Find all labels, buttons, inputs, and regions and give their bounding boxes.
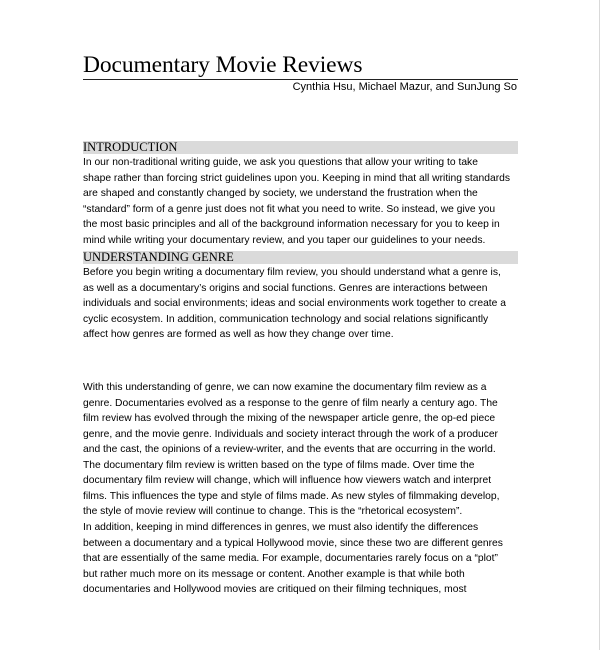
- text-line: individuals and social environments; ideas and social environments work together to create a: [83, 298, 506, 309]
- text-line: but rather much more on its message or content. Another example is that while both: [83, 568, 465, 580]
- document-title: Documentary Movie Reviews: [83, 52, 363, 78]
- text-line: Before you begin writing a documentary film review, you should understand what a genre is,: [83, 267, 501, 278]
- text-line: genre, and the movie genre. Individuals and society interact through the work of a producer: [83, 428, 498, 440]
- text-line: the style of movie review will continue to change. This is the “rhetorical ecosystem”.: [83, 506, 463, 517]
- text-line: affect how genres are formed as well as how they change over time.: [83, 329, 394, 340]
- paragraph-introduction-1: [83, 155, 519, 248]
- text-line: In our non-traditional writing guide, we ask you questions that allow your writing to take: [83, 157, 478, 168]
- text-line: films. This influences the type and style of films made. As new styles of filmmaking develop,: [83, 490, 500, 502]
- text-line: cyclic ecosystem. In addition, communication technology and social relations significantly: [83, 313, 489, 325]
- paragraph-genre-1: [83, 265, 519, 343]
- text-line: “standard” form of a genre just does not fit what you need to write. So instead, we give you: [83, 203, 496, 215]
- text-line: film review has evolved through the mixing of the newspaper article genre, the op-ed piece: [83, 413, 496, 424]
- text-line: documentaries and Hollywood movies are critiqued on their filming techniques, most: [83, 584, 467, 595]
- text-line: documentary film review will change, which will influence how viewers watch and interpret: [83, 475, 492, 486]
- text-line: as well as a documentary’s origins and social functions. Genres are interactions between: [83, 282, 488, 294]
- text-line: shape rather than forcing strict guidelines upon you. Keeping in mind that all writing standards: [83, 172, 510, 184]
- paragraph-genre-2: [83, 380, 519, 520]
- text-line: are shaped and constantly changed by society, we understand the frustration when the: [83, 188, 478, 199]
- text-line: between a documentary and a typical Hollywood movie, since these two are different genres: [83, 537, 503, 549]
- text-line: genre. Documentaries evolved as a response to the genre of film nearly a century ago. The: [83, 397, 498, 409]
- section-heading-introduction: INTRODUCTION: [83, 141, 518, 154]
- section-heading-understanding-genre: UNDERSTANDING GENRE: [83, 251, 518, 264]
- text-line: the most basic principles and all of the background information necessary for you to keep in: [83, 219, 500, 230]
- paragraph-genre-3: [83, 520, 519, 598]
- text-line: mind while writing your documentary review, and you taper our guidelines to your needs.: [83, 234, 486, 246]
- text-line: In addition, keeping in mind differences in genres, we must also identify the differences: [83, 522, 479, 533]
- text-line: With this understanding of genre, we can now examine the documentary film review as a: [83, 382, 487, 393]
- text-line: and the cast, the opinions of a review-writer, and the events that are occurring in the world.: [83, 444, 496, 455]
- text-line: The documentary film review is written based on the type of films made. Over time the: [83, 459, 475, 471]
- document-authors: Cynthia Hsu, Michael Mazur, and SunJung So: [292, 81, 517, 93]
- text-line: that are essentially of the same media. For example, documentaries rarely focus on a “plot”: [83, 553, 498, 564]
